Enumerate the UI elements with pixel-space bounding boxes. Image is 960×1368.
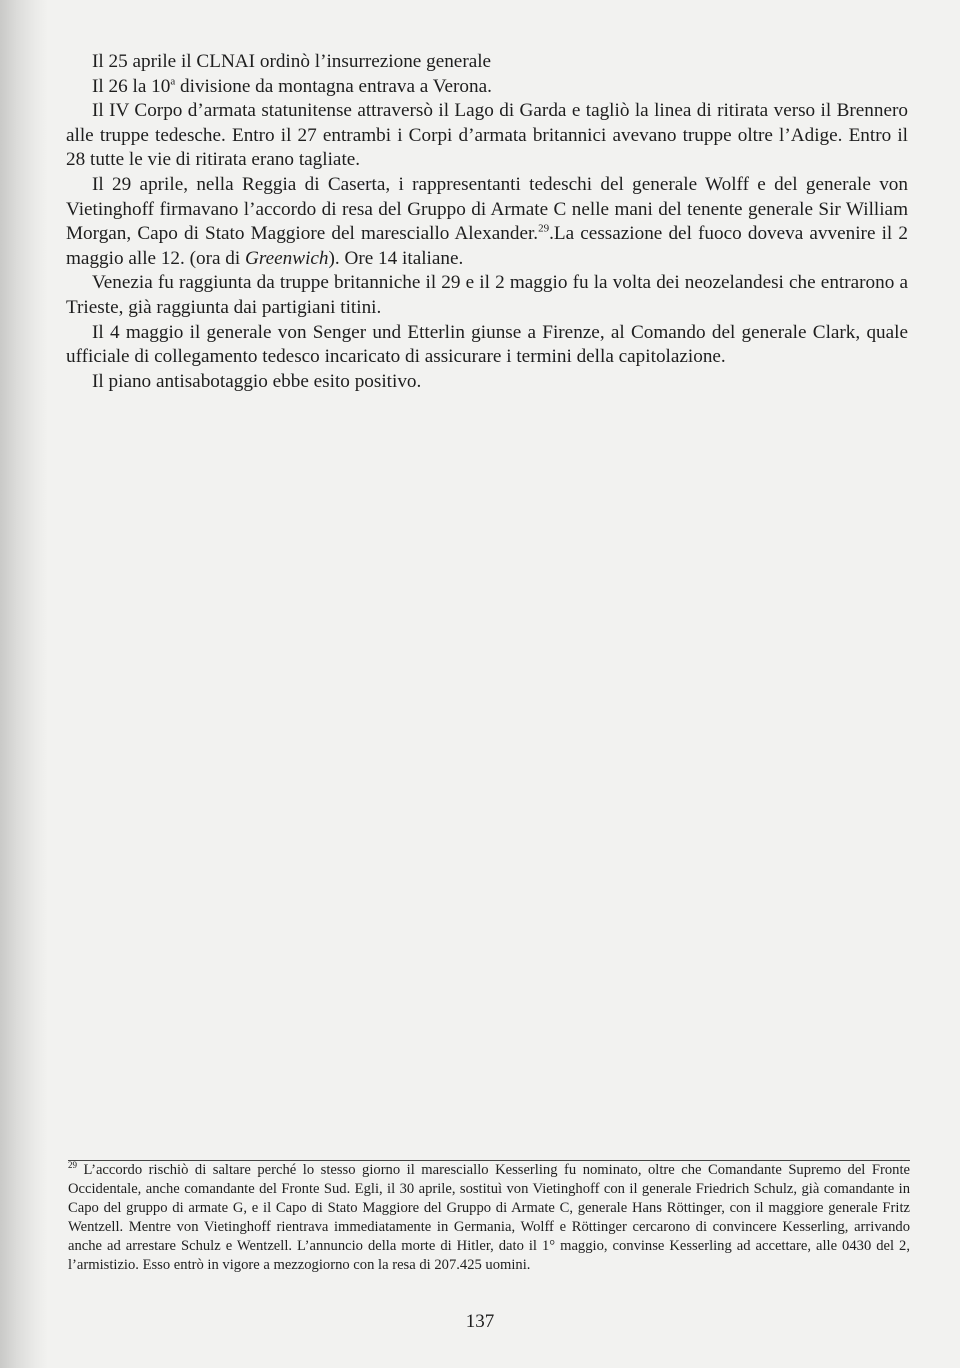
- paragraph-1: Il 25 aprile il CLNAI ordinò l’insurrezione generale: [92, 51, 492, 72]
- paragraph-4-italic: Greenwich: [245, 247, 329, 269]
- paragraph-5: Venezia fu raggiunta da truppe britanniche il 29 e il 2 maggio fu la volta dei neozelandesi che entrarono a Trieste, già raggiunta dai partigiani titini.: [66, 272, 908, 318]
- paragraph-7: Il piano antisabotaggio ebbe esito positivo.: [92, 370, 422, 392]
- footnote-text: L’accordo rischiò di saltare perché lo stesso giorno il maresciallo Kesserling fu nominato, oltre che Comandante Supremo del Fronte Occidentale, anche comandante del Fronte Sud. Egli, il 30 aprile, sostituì von Vietinghoff con il generale Friedrich Schulz, già comandante in Capo del gruppo di armate G, e il Capo di Stato Maggiore del Gruppo di Armate C, generale Hans Röttinger, con il maggiore generale Fritz Wentzell. Mentre von Vietinghoff rientrava immediatamente in Germania, Wolff e Röttinger cercarono di convincere Kesserling, arrivando anche ad arrestare Schulz e Wentzell. L’annuncio della morte di Hitler, dato il 1° maggio, convinse Kesserling ad accettare, alle 0430 del 2, l’armistizio. Esso entrò in vigore a mezzogiorno con la resa di 207.425 uomini.: [68, 1162, 910, 1274]
- paragraph-6: Il 4 maggio il generale von Senger und Etterlin giunse a Firenze, al Comando del generale Clark, quale ufficiale di collegamento tedesco incaricato di assicurare i termini della capitolazione.: [66, 321, 908, 368]
- paragraph-2-text: Il 26 la 10: [92, 75, 171, 97]
- footnote-reference[interactable]: 29: [538, 222, 550, 235]
- footnotes: [68, 1161, 910, 1276]
- footnote-29: [68, 1161, 910, 1276]
- paragraph-4: [66, 173, 908, 271]
- paragraph-3: Il IV Corpo d’armata statunitense attraversò il Lago di Garda e tagliò la linea di ritirata verso il Brennero alle truppe tedesche. Entro il 27 entrambi i Corpi d’armata britannici avevano truppe oltre l’Adige. Entro il 28 tutte le vie di ritirata erano tagliate.: [66, 100, 908, 171]
- footnote-number: 29: [68, 1160, 77, 1171]
- paragraph-4-text: Il 29 aprile, nella Reggia di Caserta, i rappresentanti tedeschi del generale Wolff e del generale von Vietinghoff firmavano l’accordo di resa del Gruppo di Armate C nelle mani del tenente generale Sir William Morgan, Capo di Stato Maggiore del maresciallo Alexander.: [66, 173, 908, 245]
- paragraph-4-text-middle: .La cessazione del fuoco doveva avvenire il 2 maggio alle 12. (ora di: [66, 223, 908, 269]
- binding-shadow: [0, 0, 48, 1368]
- main-text: [66, 50, 908, 394]
- paragraph-4-text-end: ). Ore 14 italiane.: [328, 247, 464, 269]
- paragraph-2-text-end: divisione da montagna entrava a Verona.: [175, 75, 492, 97]
- page-number: 137: [465, 1311, 495, 1332]
- ordinal-superscript: a: [170, 75, 176, 88]
- paragraph-2: [66, 75, 908, 100]
